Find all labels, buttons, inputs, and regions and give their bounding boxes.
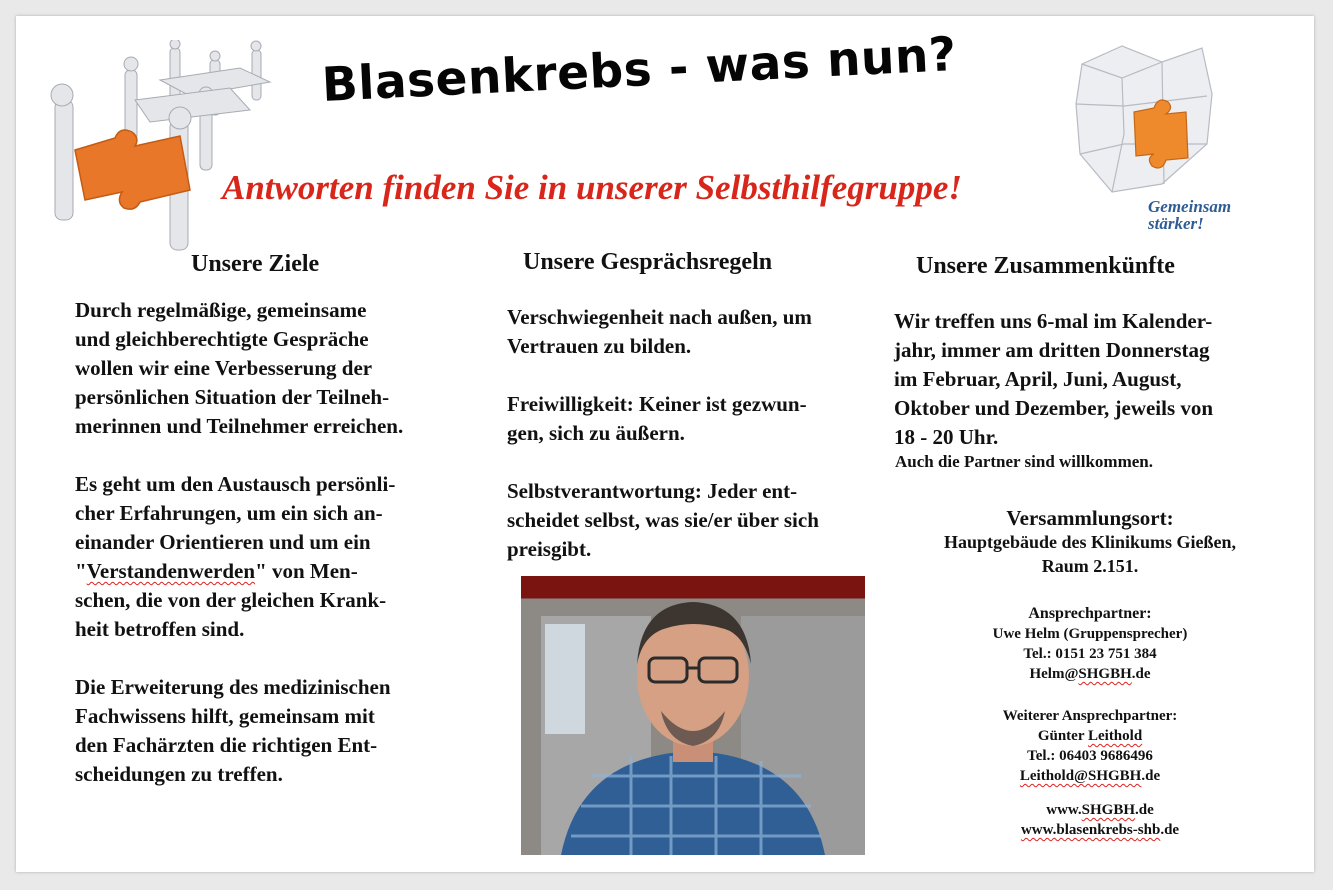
website-link-shgbh[interactable]: www.SHGBH.de — [1046, 802, 1154, 818]
meetings-heading: Unsere Zusammenkünfte — [916, 253, 1175, 279]
contact-block: Ansprechpartner: Uwe Helm (Gruppensprecher) Tel.: 0151 23 751 384 Helm@SHGBH.de — [895, 604, 1285, 684]
meetings-text: Wir treffen uns 6-mal im Kalender- jahr, immer am dritten Donnerstag im Februar, April, Juni, August, Oktober und Dezember, jeweils von 18 - 20 Uhr. — [894, 309, 1214, 449]
portrait-photo — [521, 576, 865, 855]
tagline: Gemeinsam stärker! — [1148, 197, 1232, 233]
goals-line-verstandenwerden: "Verstandenwerden" von Men- — [75, 559, 358, 583]
portrait-illustration — [521, 576, 865, 855]
goals-heading: Unsere Ziele — [191, 251, 320, 277]
web-links — [905, 800, 1295, 840]
contact2-block: Weiterer Ansprechpartner: Günter Leithold Tel.: 06403 9686496 Leithold@SHGBH.de — [895, 706, 1285, 786]
partners-note: Auch die Partner sind willkommen. — [895, 452, 1154, 471]
website-link-blasenkrebs[interactable]: www.blasenkrebs-shb.de — [1020, 822, 1180, 838]
contact2-email[interactable]: Leithold@SHGBH.de — [1019, 768, 1161, 784]
rules-text: Verschwiegenheit nach außen, um Vertrauen zu bilden. Freiwilligkeit: Keiner ist gezwun- gen, sich zu äußern. Selbstverantwortung: Jeder ent- scheidet selbst, was sie/er über sich preisgibt. — [507, 305, 819, 561]
contact-email[interactable]: Helm@SHGBH.de — [1029, 666, 1151, 682]
venue-block: Versammlungsort: Hauptgebäude des Klinikums Gießen, Raum 2.151. — [943, 506, 1237, 576]
rules-heading: Unsere Gesprächsregeln — [523, 249, 773, 275]
poster-title: Blasenkrebs - was nun? — [320, 27, 958, 113]
puzzle-cube-icon — [1062, 34, 1222, 199]
figures-puzzle-illustration — [40, 40, 280, 255]
goals-text: Durch regelmäßige, gemeinsame und gleichberechtigte Gespräche wollen wir eine Verbesserung der persönlichen Situation der Teilneh- merinnen und Teilnehmer erreichen. Es geht um den Austausch persönli- cher Erfahrungen, um ein sich an- einander Orientieren und um ein "Verstandenwerden" von Men- schen, die von der gleichen Krank- heit betroffen sind. Die Erweiterung des medizinischen Fachwissens hilft, gemeinsam mit den Fachärzten die richtigen Ent- scheidungen zu treffen. — [75, 296, 485, 789]
poster-subtitle: Antworten finden Sie in unserer Selbsthilfegruppe! — [222, 168, 963, 207]
